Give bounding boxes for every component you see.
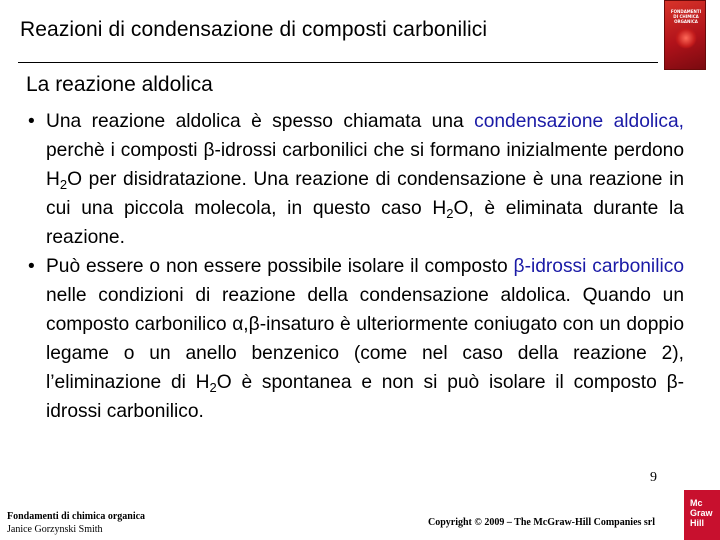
footer-book-info <box>7 510 145 536</box>
footer-author: Janice Gorzynski Smith <box>7 524 103 535</box>
mcgraw-hill-logo <box>684 490 720 540</box>
book-cover-line: ORGANICA <box>674 19 698 24</box>
bullet-text: perchè i composti <box>46 140 204 161</box>
bullet-text: Può essere o non essere possibile isolare il composto <box>46 256 514 277</box>
subscript: 2 <box>59 177 68 192</box>
footer-copyright: Copyright © 2009 – The McGraw-Hill Companies srl <box>428 517 656 528</box>
bullet-text: O per disidratazione. Una reazione di condensazione è una reazione in cui una piccola molecola, in questo caso H <box>46 169 684 219</box>
book-cover-thumbnail <box>664 0 706 70</box>
bullet-text: O è spontanea e non si può isolare il composto <box>216 372 667 393</box>
bullet-text: -idrossi carbonilico. <box>46 372 684 422</box>
slide-subtitle: La reazione aldolica <box>26 73 213 96</box>
bullet-marker: • <box>28 111 35 132</box>
subscript: 2 <box>446 206 454 221</box>
logo-line: Hill <box>690 518 705 528</box>
bullet-text: O, è eliminata durante la reazione. <box>46 198 684 248</box>
book-cover-flower-image <box>675 27 697 49</box>
greek-symbol: α,β <box>232 314 260 335</box>
bullet-text: -insaturo è ulteriormente coniugato con un doppio legame o un anello benzenico (come nel caso della reazione 2), l’eliminazione di H <box>46 314 684 393</box>
bullet-text: Una reazione aldolica è spesso chiamata una <box>46 111 475 132</box>
book-cover-text <box>669 9 703 24</box>
logo-line: Mc <box>690 498 703 508</box>
title-divider <box>18 62 658 63</box>
footer-book-title: Fondamenti di chimica organica <box>7 511 146 522</box>
page-number: 9 <box>650 470 657 485</box>
bullet-text: nelle condizioni di reazione della condensazione aldolica. Quando un composto carbonilico <box>46 285 684 335</box>
slide-body <box>28 107 684 426</box>
greek-symbol: β <box>203 140 215 161</box>
highlighted-term: condensazione aldolica, <box>474 111 684 132</box>
highlighted-term: β-idrossi carbonilico <box>513 256 684 277</box>
book-cover-line: DI CHIMICA <box>673 14 699 19</box>
bullet-paragraph-2 <box>28 252 684 426</box>
subscript: 2 <box>209 380 217 395</box>
book-cover-line: FONDAMENTI <box>670 9 702 14</box>
bullet-paragraph-1 <box>28 107 684 252</box>
slide-title: Reazioni di condensazione di composti carbonilici <box>20 18 488 41</box>
greek-symbol: β <box>666 372 678 393</box>
bullet-marker: • <box>28 256 35 277</box>
bullet-text: -idrossi carbonilici che si formano inizialmente perdono H <box>46 140 684 190</box>
logo-line: Graw <box>690 508 713 518</box>
